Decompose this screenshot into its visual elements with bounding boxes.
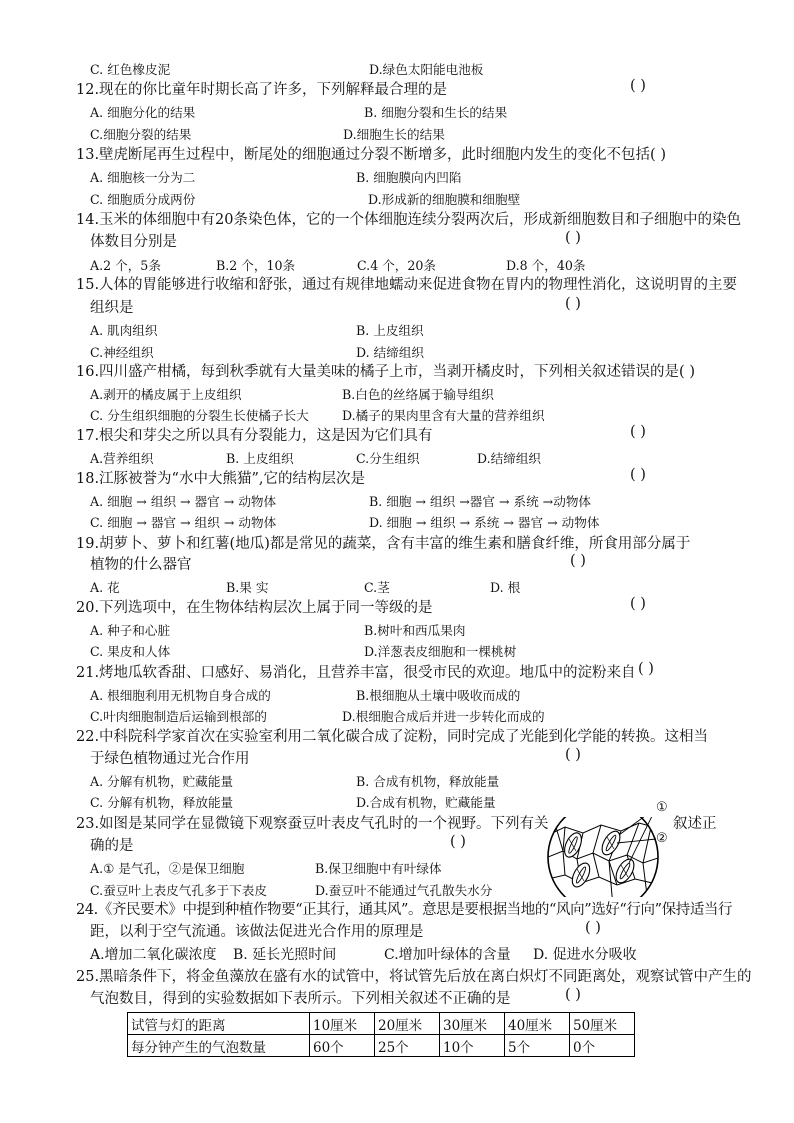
- q14-option-a[interactable]: A.2 个，5条: [90, 258, 161, 273]
- q23-option-a[interactable]: A.① 是气孔，②是保卫细胞: [90, 861, 245, 876]
- q23-option-b[interactable]: B.保卫细胞中有叶绿体: [315, 861, 442, 876]
- q17-answer-paren[interactable]: ( ): [630, 424, 646, 440]
- q23-option-c[interactable]: C.蚕豆叶上表皮气孔多于下表皮: [90, 883, 267, 898]
- q24-stem-line1: 24.《齐民要术》中提到种植作物要“正其行，通其风”。意思是要根据当地的“风向”选好“行向”保持适当行: [76, 902, 733, 918]
- q21-stem: 21.烤地瓜软香甜、口感好、易消化，且营养丰富，很受市民的欢迎。地瓜中的淀粉来自: [76, 665, 636, 681]
- q17-stem: 17.根尖和芽尖之所以具有分裂能力，这是因为它们具有: [76, 428, 433, 444]
- q19-stem-line2: 植物的什么器官: [90, 557, 192, 573]
- q13-option-b[interactable]: B. 细胞膜向内凹陷: [356, 170, 462, 185]
- q21-option-c[interactable]: C.叶肉细胞制造后运输到根部的: [90, 709, 267, 724]
- q20-answer-paren[interactable]: ( ): [630, 596, 646, 612]
- q20-option-c[interactable]: C. 果皮和人体: [90, 644, 171, 659]
- q23-answer-paren[interactable]: ( ): [450, 834, 466, 850]
- q15-option-a[interactable]: A. 肌肉组织: [90, 323, 158, 338]
- table-cell: 25个: [375, 1035, 440, 1057]
- q21-option-a[interactable]: A. 根细胞利用无机物自身合成的: [90, 688, 271, 703]
- stomata-micrograph-figure: [543, 817, 719, 897]
- q11-option-d[interactable]: D.绿色太阳能电池板: [369, 62, 484, 77]
- q19-answer-paren[interactable]: ( ): [570, 553, 586, 569]
- q16-option-b[interactable]: B.白色的丝络属于输导组织: [342, 387, 494, 402]
- q19-option-c[interactable]: C.茎: [364, 580, 390, 595]
- q24-option-b[interactable]: B. 延长光照时间: [233, 947, 337, 963]
- q24-answer-paren[interactable]: ( ): [585, 920, 601, 936]
- q13-option-d[interactable]: D.形成新的细胞膜和细胞壁: [368, 192, 521, 207]
- table-cell: 60个: [310, 1035, 375, 1057]
- q18-option-b[interactable]: B. 细胞 → 组织 →器官 → 系统 →动物体: [369, 494, 592, 509]
- q14-stem-line1: 14.玉米的体细胞中有20条染色体，它的一个体细胞连续分裂两次后，形成新细胞数目和子细胞中的染色: [76, 212, 742, 228]
- q24-option-c[interactable]: C.增加叶绿体的含量: [384, 947, 511, 963]
- q24-option-a[interactable]: A.增加二氧化碳浓度: [90, 947, 217, 963]
- q23-stem-line1-end: 叙述正: [673, 816, 717, 832]
- q22-stem-line2: 于绿色植物通过光合作用: [90, 751, 250, 767]
- q25-answer-paren[interactable]: ( ): [565, 987, 581, 1003]
- q19-option-b[interactable]: B.果 实: [226, 580, 269, 595]
- q18-answer-paren[interactable]: ( ): [630, 467, 646, 483]
- q24-option-d[interactable]: D. 促进水分吸收: [533, 947, 637, 963]
- q21-option-d[interactable]: D.根细胞合成后并进一步转化而成的: [342, 709, 545, 724]
- experiment-data-table: [127, 1012, 635, 1057]
- q17-option-d[interactable]: D.结缔组织: [477, 451, 542, 466]
- q20-option-d[interactable]: D.洋葱表皮细胞和一棵桃树: [364, 644, 517, 659]
- q14-option-d[interactable]: D.8 个，40条: [506, 258, 586, 273]
- q25-stem-line2: 气泡数目，得到的实验数据如下表所示。下列相关叙述不正确的是: [90, 991, 511, 1007]
- q18-option-a[interactable]: A. 细胞 → 组织 → 器官 → 动物体: [90, 494, 277, 509]
- table-cell: 试管与灯的距离: [128, 1013, 310, 1035]
- q12-answer-paren[interactable]: ( ): [630, 78, 646, 94]
- q15-stem-line2: 组织是: [90, 300, 134, 316]
- q13-option-c[interactable]: C. 细胞质分成两份: [90, 192, 196, 207]
- table-cell: 每分钟产生的气泡数量: [128, 1035, 310, 1057]
- table-row: [128, 1035, 635, 1057]
- q15-option-d[interactable]: D. 结缔组织: [356, 345, 425, 360]
- q14-answer-paren[interactable]: ( ): [565, 230, 581, 246]
- q12-stem: 12.现在的你比童年时期长高了许多，下列解释最合理的是: [76, 82, 448, 98]
- q22-stem-line1: 22.中科院科学家首次在实验室利用二氧化碳合成了淀粉，同时完成了光能到化学能的转换。这相当: [76, 729, 709, 745]
- q20-option-b[interactable]: B.树叶和西瓜果肉: [364, 623, 466, 638]
- q16-option-d[interactable]: D.橘子的果肉里含有大量的营养组织: [342, 408, 545, 423]
- q14-option-b[interactable]: B.2 个，10条: [216, 258, 296, 273]
- q14-stem-line2: 体数目分别是: [90, 234, 177, 250]
- q12-option-b[interactable]: B. 细胞分裂和生长的结果: [364, 105, 508, 120]
- q21-option-b[interactable]: B.根细胞从土壤中吸收而成的: [356, 688, 521, 703]
- q22-option-c[interactable]: C. 分解有机物，释放能量: [90, 795, 234, 810]
- q22-option-a[interactable]: A. 分解有机物，贮藏能量: [90, 774, 234, 789]
- q21-answer-paren[interactable]: ( ): [638, 661, 654, 677]
- q12-option-a[interactable]: A. 细胞分化的结果: [90, 105, 196, 120]
- q17-option-c[interactable]: C.分生组织: [356, 451, 420, 466]
- q16-option-a[interactable]: A.剥开的橘皮属于上皮组织: [90, 387, 242, 402]
- table-cell: 5个: [505, 1035, 570, 1057]
- q11-option-c[interactable]: C. 红色橡皮泥: [90, 62, 171, 77]
- q23-stem-line2: 确的是: [90, 838, 134, 854]
- q22-option-b[interactable]: B. 合成有机物，释放能量: [356, 774, 500, 789]
- q16-stem: 16.四川盛产柑橘，每到秋季就有大量美味的橘子上市，当剥开橘皮时，下列相关叙述错误的是( ): [76, 364, 695, 380]
- figure-label-2: ②: [656, 831, 668, 846]
- table-cell: 10个: [440, 1035, 505, 1057]
- q15-answer-paren[interactable]: ( ): [565, 296, 581, 312]
- q18-stem: 18.江豚被誉为“水中大熊猫”,它的结构层次是: [76, 471, 365, 487]
- q18-option-d[interactable]: D. 细胞 → 组织 → 系统 → 器官 → 动物体: [369, 515, 600, 530]
- q25-stem-line1: 25.黑暗条件下，将金鱼藻放在盛有水的试管中，将试管先后放在离白炽灯不同距离处，观察试管中产生的: [76, 969, 752, 985]
- figure-label-1: ①: [656, 800, 668, 815]
- q17-option-b[interactable]: B. 上皮组织: [226, 451, 294, 466]
- q24-stem-line2: 距，以利于空气流通。该做法促进光合作用的原理是: [90, 924, 424, 940]
- q18-option-c[interactable]: C. 细胞 → 器官 → 组织 → 动物体: [90, 515, 277, 530]
- q19-option-a[interactable]: A. 花: [90, 580, 120, 595]
- q12-option-d[interactable]: D.细胞生长的结果: [343, 127, 445, 142]
- q12-option-c[interactable]: C.细胞分裂的结果: [90, 127, 192, 142]
- table-cell: 30厘米: [440, 1013, 505, 1035]
- q15-option-b[interactable]: B. 上皮组织: [356, 323, 424, 338]
- table-row: [128, 1013, 635, 1035]
- table-cell: 20厘米: [375, 1013, 440, 1035]
- q20-stem: 20.下列选项中，在生物体结构层次上属于同一等级的是: [76, 600, 433, 616]
- table-cell: 0个: [570, 1035, 635, 1057]
- q23-stem-line1: 23.如图是某同学在显微镜下观察蚕豆叶表皮气孔时的一个视野。下列有关: [76, 816, 549, 832]
- q17-option-a[interactable]: A.营养组织: [90, 451, 154, 466]
- q16-option-c[interactable]: C. 分生组织细胞的分裂生长使橘子长大: [90, 408, 309, 423]
- q22-option-d[interactable]: D.合成有机物，贮藏能量: [356, 795, 496, 810]
- q19-stem-line1: 19.胡萝卜、萝卜和红薯(地瓜)都是常见的蔬菜，含有丰富的维生素和膳食纤维，所食用部分属于: [76, 536, 691, 552]
- q15-stem-line1: 15.人体的胃能够进行收缩和舒张，通过有规律地蠕动来促进食物在胃内的物理性消化，这说明胃的主要: [76, 277, 738, 293]
- q20-option-a[interactable]: A. 种子和心脏: [90, 623, 171, 638]
- table-cell: 10厘米: [310, 1013, 375, 1035]
- q13-stem: 13.壁虎断尾再生过程中，断尾处的细胞通过分裂不断增多，此时细胞内发生的变化不包括( ): [76, 147, 666, 163]
- q13-option-a[interactable]: A. 细胞核一分为二: [90, 170, 196, 185]
- q23-option-d[interactable]: D.蚕豆叶不能通过气孔散失水分: [315, 883, 493, 898]
- q14-option-c[interactable]: C.4 个，20条: [357, 258, 437, 273]
- q19-option-d[interactable]: D. 根: [490, 580, 521, 595]
- table-cell: 50厘米: [570, 1013, 635, 1035]
- q22-answer-paren[interactable]: ( ): [565, 747, 581, 763]
- q15-option-c[interactable]: C.神经组织: [90, 345, 154, 360]
- table-cell: 40厘米: [505, 1013, 570, 1035]
